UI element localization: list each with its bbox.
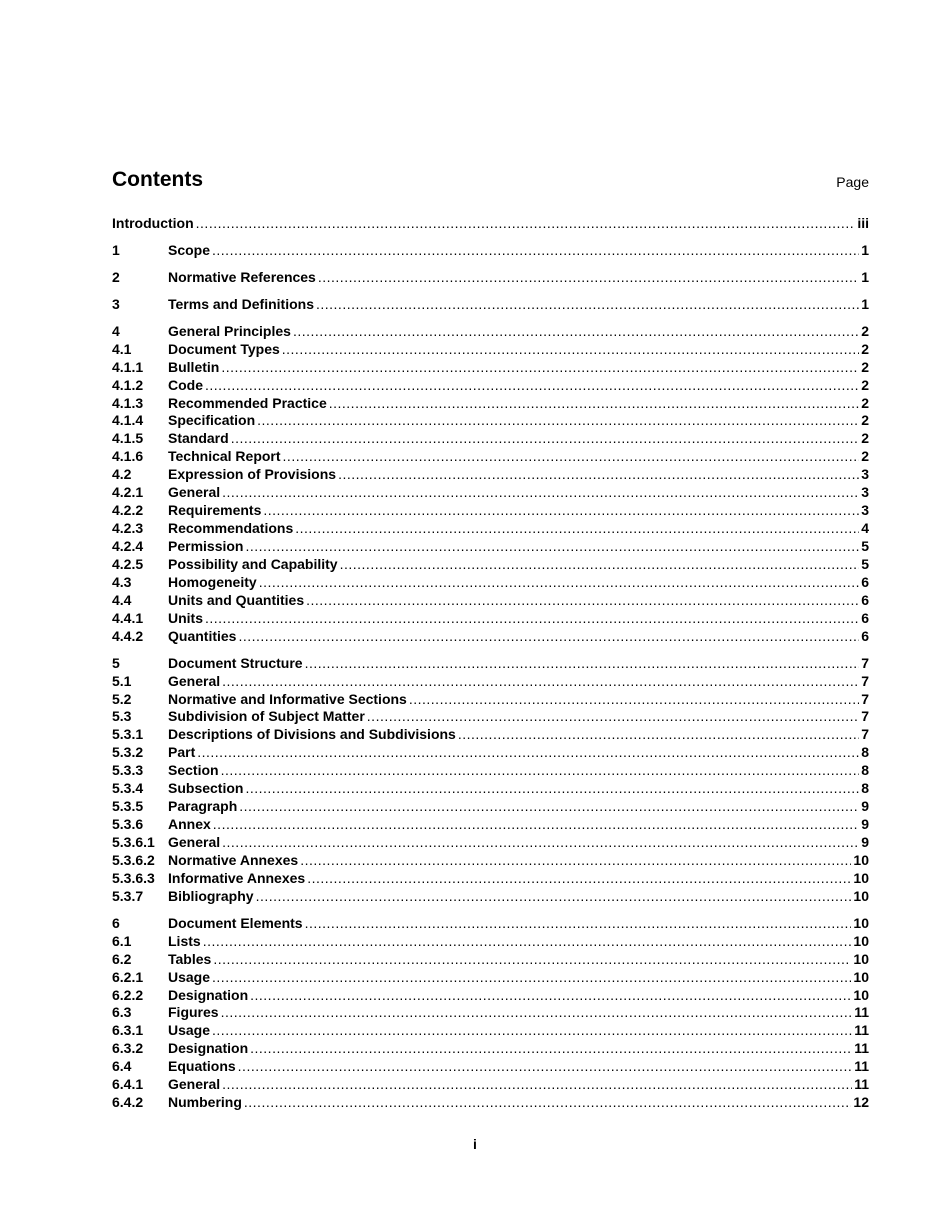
toc-entry[interactable] bbox=[112, 852, 869, 870]
dot-leader bbox=[305, 915, 852, 933]
toc-entry-title: Normative References bbox=[168, 268, 316, 285]
toc-entry-page: 5 bbox=[861, 538, 869, 554]
toc-entry-number: 5.1 bbox=[112, 672, 132, 689]
toc-group bbox=[112, 915, 869, 1112]
toc-entry-number: 6.2.1 bbox=[112, 968, 144, 985]
dot-leader bbox=[238, 628, 859, 646]
toc-entry-number: 4 bbox=[112, 322, 120, 339]
toc-entry-number: 5.3.2 bbox=[112, 744, 144, 761]
toc-entry-title: Usage bbox=[168, 968, 211, 985]
dot-leader bbox=[221, 762, 860, 780]
toc-entry[interactable] bbox=[112, 870, 869, 888]
toc-entry-number: 5.3.4 bbox=[112, 780, 144, 797]
toc-entry-title: Subdivision of Subject Matter bbox=[168, 708, 365, 725]
toc-entry-number: 4.1.5 bbox=[112, 430, 144, 447]
toc-entry-number: 6.2.2 bbox=[112, 986, 144, 1003]
toc-entry-number: 4.1.2 bbox=[112, 376, 144, 393]
toc-entry-number: 4.3 bbox=[112, 573, 132, 590]
page-number: i bbox=[473, 1136, 477, 1152]
dot-leader bbox=[293, 323, 859, 341]
toc-entry[interactable] bbox=[112, 1040, 869, 1058]
toc-group bbox=[112, 655, 869, 906]
dot-leader bbox=[409, 691, 859, 709]
toc-entry-page: 1 bbox=[861, 241, 869, 258]
dot-leader bbox=[244, 1094, 852, 1112]
toc-entry-number: 6.4 bbox=[112, 1058, 132, 1075]
toc-entry-title: Section bbox=[168, 762, 219, 779]
toc-entry-page: 6 bbox=[861, 609, 869, 626]
toc-entry-title: Quantities bbox=[168, 627, 237, 644]
toc-entry[interactable] bbox=[112, 448, 869, 466]
toc-entry-number: 5.3.7 bbox=[112, 887, 144, 904]
dot-leader bbox=[245, 538, 859, 556]
toc-entry-number: 6 bbox=[112, 914, 120, 931]
dot-leader bbox=[239, 798, 859, 816]
toc-entry-title: Informative Annexes bbox=[168, 869, 306, 886]
toc-entry-page: 7 bbox=[861, 726, 869, 743]
toc-entry-title: Subsection bbox=[168, 780, 244, 797]
dot-leader bbox=[221, 1004, 853, 1022]
toc-entry-title: Technical Report bbox=[168, 448, 281, 465]
toc-entry-page: 2 bbox=[861, 394, 869, 411]
toc-entry-title: General bbox=[168, 834, 221, 850]
toc-entry-page: 10 bbox=[853, 968, 869, 985]
toc-entry-title: Annex bbox=[168, 816, 211, 833]
dot-leader bbox=[318, 269, 859, 287]
dot-leader bbox=[329, 395, 859, 413]
toc-entry-title: Usage bbox=[168, 1022, 211, 1039]
contents-header bbox=[112, 166, 869, 194]
toc-entry-page: 2 bbox=[861, 358, 869, 375]
toc-entry[interactable] bbox=[112, 628, 869, 646]
dot-leader bbox=[256, 888, 852, 906]
dot-leader bbox=[231, 430, 860, 448]
toc-group bbox=[112, 215, 869, 233]
toc-entry[interactable] bbox=[112, 377, 869, 395]
page-column-label: Page bbox=[836, 174, 869, 190]
dot-leader bbox=[250, 1040, 852, 1058]
dot-leader bbox=[205, 610, 859, 628]
toc-entry-number: 4.4 bbox=[112, 591, 132, 608]
toc-entry[interactable] bbox=[112, 708, 869, 726]
dot-leader bbox=[307, 870, 851, 888]
dot-leader bbox=[458, 726, 859, 744]
toc-entry-page: 9 bbox=[861, 834, 869, 850]
toc-entry[interactable] bbox=[112, 592, 869, 610]
dot-leader bbox=[197, 744, 859, 762]
toc-entry-number: 5 bbox=[112, 654, 120, 671]
toc-entry-number: 4.2.4 bbox=[112, 538, 144, 554]
toc-entry[interactable] bbox=[112, 655, 869, 673]
toc-entry[interactable] bbox=[112, 1076, 869, 1094]
toc-entry-page: 3 bbox=[861, 466, 869, 483]
toc-group bbox=[112, 323, 869, 646]
toc-entry[interactable] bbox=[112, 323, 869, 341]
toc-entry[interactable] bbox=[112, 834, 869, 852]
toc-entry-page: 6 bbox=[861, 627, 869, 644]
toc-entry-page: 6 bbox=[861, 591, 869, 608]
toc-entry-title: General bbox=[168, 484, 221, 501]
toc-entry-number: 4.1.1 bbox=[112, 358, 144, 375]
toc-entry-page: 9 bbox=[861, 798, 869, 815]
toc-entry-title: Designation bbox=[168, 1040, 249, 1057]
dot-leader bbox=[245, 780, 859, 798]
toc-entry-title: Expression of Provisions bbox=[168, 466, 337, 483]
dot-leader bbox=[212, 242, 859, 260]
dot-leader bbox=[295, 520, 859, 538]
toc-entry-number: 5.3 bbox=[112, 708, 132, 725]
toc-entry[interactable] bbox=[112, 691, 869, 709]
toc-entry-number: 1 bbox=[112, 241, 120, 258]
toc-entry-page: 2 bbox=[861, 340, 869, 357]
toc-entry-title: Terms and Definitions bbox=[168, 295, 314, 312]
toc-entry-number: 4.1 bbox=[112, 340, 132, 357]
toc-entry[interactable] bbox=[112, 969, 869, 987]
toc-entry[interactable] bbox=[112, 780, 869, 798]
toc-entry-number: 5.3.6.1 bbox=[112, 834, 155, 850]
toc-entry[interactable] bbox=[112, 430, 869, 448]
dot-leader bbox=[259, 574, 860, 592]
toc-entry-title: Document Types bbox=[168, 340, 280, 357]
toc-entry-page: 2 bbox=[861, 412, 869, 429]
toc-entry-number: 4.2 bbox=[112, 466, 132, 483]
toc-entry-number: 5.2 bbox=[112, 690, 132, 707]
toc-entry-number: 5.3.6.2 bbox=[112, 851, 155, 868]
dot-leader bbox=[221, 359, 859, 377]
dot-leader bbox=[212, 969, 851, 987]
toc-group bbox=[112, 242, 869, 260]
toc-entry-page: 9 bbox=[861, 816, 869, 833]
toc-entry-page: 2 bbox=[861, 376, 869, 393]
toc-entry-title: Code bbox=[168, 376, 203, 393]
dot-leader bbox=[282, 341, 859, 359]
dot-leader bbox=[222, 834, 859, 852]
toc-entry-page: 2 bbox=[861, 322, 869, 339]
toc-entry-title: Figures bbox=[168, 1004, 219, 1021]
toc-entry-title: Units and Quantities bbox=[168, 591, 305, 608]
toc-entry-title: Part bbox=[168, 744, 196, 761]
toc-entry-number: 4.2.5 bbox=[112, 555, 144, 572]
toc-entry-page: iii bbox=[857, 215, 869, 231]
toc-entry-title: Permission bbox=[168, 538, 244, 554]
toc-entry-title: Paragraph bbox=[168, 798, 238, 815]
toc-entry-number: 6.2 bbox=[112, 950, 132, 967]
toc-entry-page: 8 bbox=[861, 780, 869, 797]
toc-entry-number: 5.3.6.3 bbox=[112, 869, 155, 886]
toc-entry[interactable] bbox=[112, 412, 869, 430]
toc-entry-title: Introduction bbox=[112, 215, 194, 231]
page-title: Contents bbox=[112, 168, 203, 191]
toc-entry[interactable] bbox=[112, 556, 869, 574]
toc-entry-page: 6 bbox=[861, 573, 869, 590]
toc-entry-number: 4.2.3 bbox=[112, 520, 144, 537]
toc-entry[interactable] bbox=[112, 610, 869, 628]
table-of-contents bbox=[112, 215, 869, 1121]
dot-leader bbox=[222, 1076, 852, 1094]
toc-entry[interactable] bbox=[112, 1094, 869, 1112]
toc-entry-number: 6.1 bbox=[112, 932, 132, 949]
dot-leader bbox=[213, 816, 859, 834]
toc-entry-page: 7 bbox=[861, 654, 869, 671]
toc-entry-page: 11 bbox=[854, 1076, 869, 1093]
toc-entry-title: Numbering bbox=[168, 1094, 242, 1111]
toc-entry-page: 11 bbox=[854, 1040, 869, 1057]
toc-entry-number: 6.3.2 bbox=[112, 1040, 144, 1057]
toc-entry[interactable] bbox=[112, 359, 869, 377]
dot-leader bbox=[340, 556, 860, 574]
toc-entry[interactable] bbox=[112, 484, 869, 502]
dot-leader bbox=[300, 852, 851, 870]
toc-entry-number: 4.1.4 bbox=[112, 412, 144, 429]
toc-entry-number: 6.3 bbox=[112, 1004, 132, 1021]
toc-entry[interactable] bbox=[112, 951, 869, 969]
toc-entry-page: 10 bbox=[853, 851, 869, 868]
toc-entry-page: 1 bbox=[861, 268, 869, 285]
toc-entry-title: Units bbox=[168, 609, 203, 626]
toc-entry-title: General Principles bbox=[168, 322, 291, 339]
toc-entry-page: 10 bbox=[853, 914, 869, 931]
toc-entry-page: 1 bbox=[861, 295, 869, 312]
toc-entry-page: 10 bbox=[853, 887, 869, 904]
toc-entry-title: Recommendations bbox=[168, 520, 294, 537]
toc-entry-number: 3 bbox=[112, 295, 120, 312]
toc-entry-page: 2 bbox=[861, 448, 869, 465]
toc-entry-title: General bbox=[168, 672, 221, 689]
dot-leader bbox=[222, 673, 859, 691]
toc-entry-number: 4.4.1 bbox=[112, 609, 144, 626]
toc-entry-number: 4.2.1 bbox=[112, 484, 144, 501]
toc-entry-title: Equations bbox=[168, 1058, 236, 1075]
dot-leader bbox=[306, 592, 859, 610]
toc-entry-number: 5.3.6 bbox=[112, 816, 144, 833]
toc-entry-page: 10 bbox=[853, 869, 869, 886]
dot-leader bbox=[205, 377, 859, 395]
toc-entry-title: Normative Annexes bbox=[168, 851, 299, 868]
toc-entry-number: 6.4.1 bbox=[112, 1076, 144, 1093]
toc-entry-page: 10 bbox=[853, 932, 869, 949]
toc-entry[interactable] bbox=[112, 520, 869, 538]
toc-entry[interactable] bbox=[112, 242, 869, 260]
toc-entry-number: 5.3.5 bbox=[112, 798, 144, 815]
toc-entry-title: Specification bbox=[168, 412, 256, 429]
toc-entry[interactable] bbox=[112, 888, 869, 906]
toc-entry-title: Homogeneity bbox=[168, 573, 257, 590]
toc-entry-title: Lists bbox=[168, 932, 201, 949]
dot-leader bbox=[238, 1058, 853, 1076]
toc-entry[interactable] bbox=[112, 1022, 869, 1040]
toc-entry-page: 11 bbox=[854, 1022, 869, 1039]
toc-entry-number: 4.1.3 bbox=[112, 394, 144, 411]
toc-entry-number: 6.4.2 bbox=[112, 1094, 144, 1111]
toc-entry-title: Possibility and Capability bbox=[168, 555, 338, 572]
toc-entry[interactable] bbox=[112, 502, 869, 520]
toc-entry[interactable] bbox=[112, 816, 869, 834]
toc-entry[interactable] bbox=[112, 1058, 869, 1076]
toc-entry[interactable] bbox=[112, 1004, 869, 1022]
toc-entry-title: Bulletin bbox=[168, 358, 220, 375]
toc-entry-page: 4 bbox=[861, 520, 869, 537]
toc-entry-number: 4.4.2 bbox=[112, 627, 144, 644]
toc-entry-page: 3 bbox=[861, 484, 869, 501]
dot-leader bbox=[203, 933, 852, 951]
toc-entry-title: Requirements bbox=[168, 502, 262, 519]
toc-entry[interactable] bbox=[112, 762, 869, 780]
toc-entry-page: 7 bbox=[861, 690, 869, 707]
toc-entry[interactable] bbox=[112, 395, 869, 413]
toc-entry-page: 3 bbox=[861, 502, 869, 519]
toc-entry-number: 4.2.2 bbox=[112, 502, 144, 519]
toc-entry-title: Document Structure bbox=[168, 654, 303, 671]
toc-group bbox=[112, 296, 869, 314]
toc-entry-title: Recommended Practice bbox=[168, 394, 327, 411]
toc-entry[interactable] bbox=[112, 341, 869, 359]
toc-entry-page: 8 bbox=[861, 744, 869, 761]
toc-entry-page: 11 bbox=[854, 1004, 869, 1021]
toc-entry-title: Descriptions of Divisions and Subdivisions bbox=[168, 726, 456, 743]
toc-entry-page: 11 bbox=[854, 1058, 869, 1075]
toc-entry[interactable] bbox=[112, 726, 869, 744]
dot-leader bbox=[212, 1022, 852, 1040]
toc-entry-title: Normative and Informative Sections bbox=[168, 690, 407, 707]
toc-entry-title: Designation bbox=[168, 986, 249, 1003]
dot-leader bbox=[196, 215, 856, 233]
toc-entry[interactable] bbox=[112, 987, 869, 1005]
toc-entry-number: 5.3.3 bbox=[112, 762, 144, 779]
toc-entry-page: 2 bbox=[861, 430, 869, 447]
dot-leader bbox=[367, 708, 859, 726]
toc-entry[interactable] bbox=[112, 933, 869, 951]
toc-entry-page: 10 bbox=[853, 950, 869, 967]
toc-entry[interactable] bbox=[112, 466, 869, 484]
toc-entry[interactable] bbox=[112, 798, 869, 816]
toc-entry[interactable] bbox=[112, 574, 869, 592]
dot-leader bbox=[305, 655, 860, 673]
toc-entry-number: 2 bbox=[112, 268, 120, 285]
dot-leader bbox=[257, 412, 859, 430]
toc-entry-title: Standard bbox=[168, 430, 229, 447]
toc-group bbox=[112, 269, 869, 287]
toc-entry-title: Tables bbox=[168, 950, 212, 967]
toc-entry-number: 4.1.6 bbox=[112, 448, 144, 465]
toc-entry[interactable] bbox=[112, 744, 869, 762]
toc-entry-number: 6.3.1 bbox=[112, 1022, 144, 1039]
toc-entry-page: 8 bbox=[861, 762, 869, 779]
toc-entry-page: 7 bbox=[861, 672, 869, 689]
dot-leader bbox=[213, 951, 851, 969]
toc-entry-page: 12 bbox=[853, 1094, 869, 1111]
dot-leader bbox=[316, 296, 859, 314]
dot-leader bbox=[250, 987, 851, 1005]
toc-entry[interactable] bbox=[112, 269, 869, 287]
dot-leader bbox=[222, 484, 859, 502]
toc-entry[interactable] bbox=[112, 215, 869, 233]
toc-entry-number: 5.3.1 bbox=[112, 726, 144, 743]
toc-entry-page: 10 bbox=[853, 986, 869, 1003]
toc-entry[interactable] bbox=[112, 296, 869, 314]
toc-entry-title: Document Elements bbox=[168, 914, 303, 931]
toc-entry-page: 5 bbox=[861, 555, 869, 572]
toc-entry-title: Scope bbox=[168, 241, 211, 258]
toc-entry[interactable] bbox=[112, 915, 869, 933]
toc-entry-title: General bbox=[168, 1076, 221, 1093]
dot-leader bbox=[263, 502, 859, 520]
toc-entry-page: 7 bbox=[861, 708, 869, 725]
toc-entry-title: Bibliography bbox=[168, 887, 254, 904]
dot-leader bbox=[338, 466, 859, 484]
dot-leader bbox=[283, 448, 860, 466]
toc-entry[interactable] bbox=[112, 673, 869, 691]
toc-entry[interactable] bbox=[112, 538, 869, 556]
